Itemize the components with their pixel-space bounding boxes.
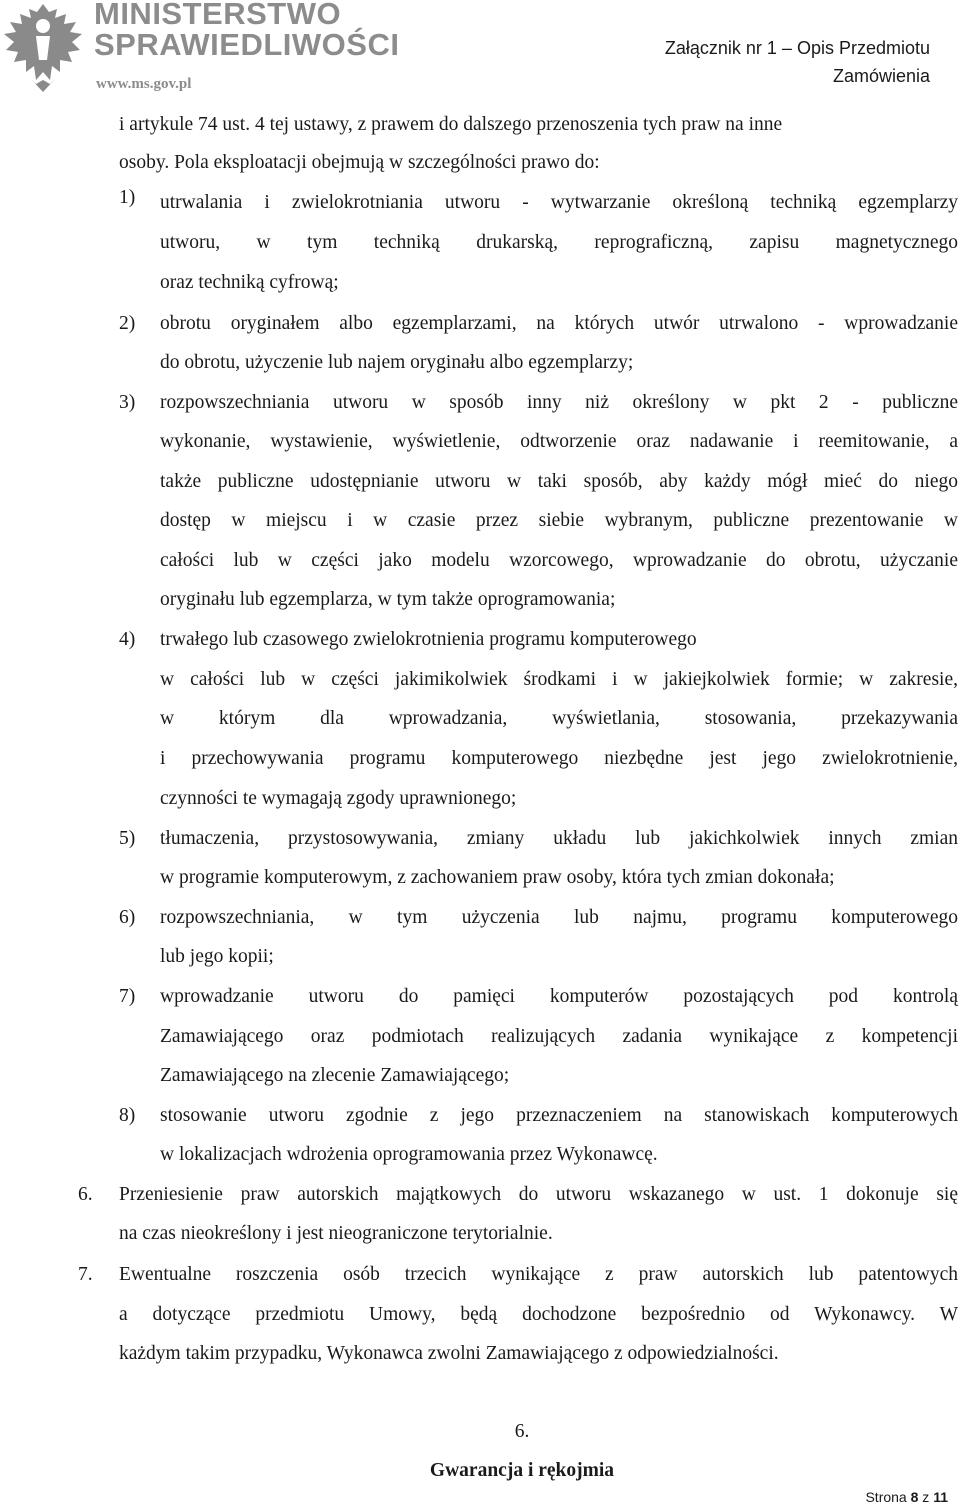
body-line: i przechowywania programu komputerowego niezbędne jest jego zwielokrotnienie, <box>160 748 958 769</box>
attachment-title-line1: Załącznik nr 1 – Opis Przedmiotu <box>664 38 930 58</box>
body-line: całości lub w części jako modelu wzorcowego, wprowadzanie do obrotu, użyczanie <box>160 550 958 571</box>
body-line: utworu, w tym techniką drukarską, reprograficzną, zapisu magnetycznego <box>160 232 958 253</box>
attachment-title <box>665 34 930 90</box>
body-line: rozpowszechniania, w tym użyczenia lub najmu, programu komputerowego <box>160 907 958 928</box>
list-number: 6) <box>119 907 136 928</box>
body-line: osoby. Pola eksploatacji obejmują w szczególności prawo do: <box>119 152 600 173</box>
body-line: wprowadzanie utworu do pamięci komputerów pozostających pod kontrolą <box>160 986 958 1007</box>
body-line: obrotu oryginałem albo egzemplarzami, na których utwór utrwalono - wprowadzanie <box>160 313 958 334</box>
footer-label: Strona <box>865 1489 907 1505</box>
body-line: oraz techniką cyfrową; <box>160 272 339 293</box>
footer-separator: z <box>922 1489 930 1505</box>
list-number: 3) <box>119 392 136 413</box>
page-header <box>0 0 960 100</box>
list-number: 4) <box>119 629 136 650</box>
logo-url: www.ms.gov.pl <box>96 76 192 92</box>
body-line: w całości lub w części jakimikolwiek środkami i w jakiejkolwiek formie; w zakresie, <box>160 669 958 690</box>
body-line: na czas nieokreślony i jest nieograniczone terytorialnie. <box>119 1223 553 1244</box>
body-line: w programie komputerowym, z zachowaniem praw osoby, która tych zmian dokonała; <box>160 867 835 888</box>
footer-page-number: 8 <box>910 1489 919 1505</box>
body-line: rozpowszechniania utworu w sposób inny niż określony w pkt 2 - publiczne <box>160 392 958 413</box>
body-line: Zamawiającego oraz podmiotach realizujących zadania wynikające z kompetencji <box>160 1026 958 1047</box>
list-number: 8) <box>119 1105 136 1126</box>
body-line: utrwalania i zwielokrotniania utworu - wytwarzanie określoną techniką egzemplarzy <box>160 192 958 213</box>
body-line: i artykule 74 ust. 4 tej ustawy, z prawem do dalszego przenoszenia tych praw na inne <box>119 114 783 135</box>
paragraph-number: 7. <box>78 1264 93 1285</box>
body-line: dostęp w miejscu i w czasie przez siebie wybranym, publiczne prezentowanie w <box>160 510 958 531</box>
list-number: 7) <box>119 986 136 1007</box>
body-line: także publiczne udostępnianie utworu w taki sposób, aby każdy mógł mieć do niego <box>160 471 958 492</box>
body-line: oryginału lub egzemplarza, w tym także oprogramowania; <box>160 589 616 610</box>
list-number: 2) <box>119 313 136 334</box>
eagle-emblem-icon <box>0 0 86 96</box>
body-line: lub jego kopii; <box>160 946 274 967</box>
body-line: w lokalizacjach wdrożenia oprogramowania przez Wykonawcę. <box>160 1144 658 1165</box>
body-line: Ewentualne roszczenia osób trzecich wynikające z praw autorskich lub patentowych <box>119 1264 958 1285</box>
body-line: wykonanie, wystawienie, wyświetlenie, odtworzenie oraz nadawanie i reemitowanie, a <box>160 431 958 452</box>
paragraph-number: 6. <box>78 1184 93 1205</box>
body-line: stosowanie utworu zgodnie z jego przeznaczeniem na stanowiskach komputerowych <box>160 1105 958 1126</box>
footer-page-total: 11 <box>933 1489 948 1505</box>
logo-title-line2: SPRAWIEDLIWOŚCI <box>94 27 400 62</box>
section-number: 6. <box>514 1421 530 1442</box>
attachment-title-line2: Zamówienia <box>832 66 930 86</box>
logo-title-line1: MINISTERSTWO <box>94 0 342 31</box>
section-title: Gwarancja i rękojmia <box>429 1460 615 1481</box>
body-line: a dotyczące przedmiotu Umowy, będą dochodzone bezpośrednio od Wykonawcy. W <box>119 1304 958 1325</box>
body-line: każdym takim przypadku, Wykonawca zwolni Zamawiającego z odpowiedzialności. <box>119 1343 779 1364</box>
list-number: 5) <box>119 828 136 849</box>
body-line: w którym dla wprowadzania, wyświetlania, stosowania, przekazywania <box>160 708 958 729</box>
body-line: tłumaczenia, przystosowywania, zmiany układu lub jakichkolwiek innych zmian <box>160 828 958 849</box>
body-line: Przeniesienie praw autorskich majątkowych do utworu wskazanego w ust. 1 dokonuje się <box>119 1184 958 1205</box>
page-footer <box>865 1489 948 1505</box>
ministry-logo <box>0 0 400 100</box>
body-line: do obrotu, użyczenie lub najem oryginału albo egzemplarzy; <box>160 352 634 373</box>
body-line: czynności te wymagają zgody uprawnionego; <box>160 788 517 809</box>
body-line: trwałego lub czasowego zwielokrotnienia programu komputerowego <box>160 629 697 650</box>
body-line: Zamawiającego na zlecenie Zamawiającego; <box>160 1065 510 1086</box>
list-number: 1) <box>119 187 136 208</box>
